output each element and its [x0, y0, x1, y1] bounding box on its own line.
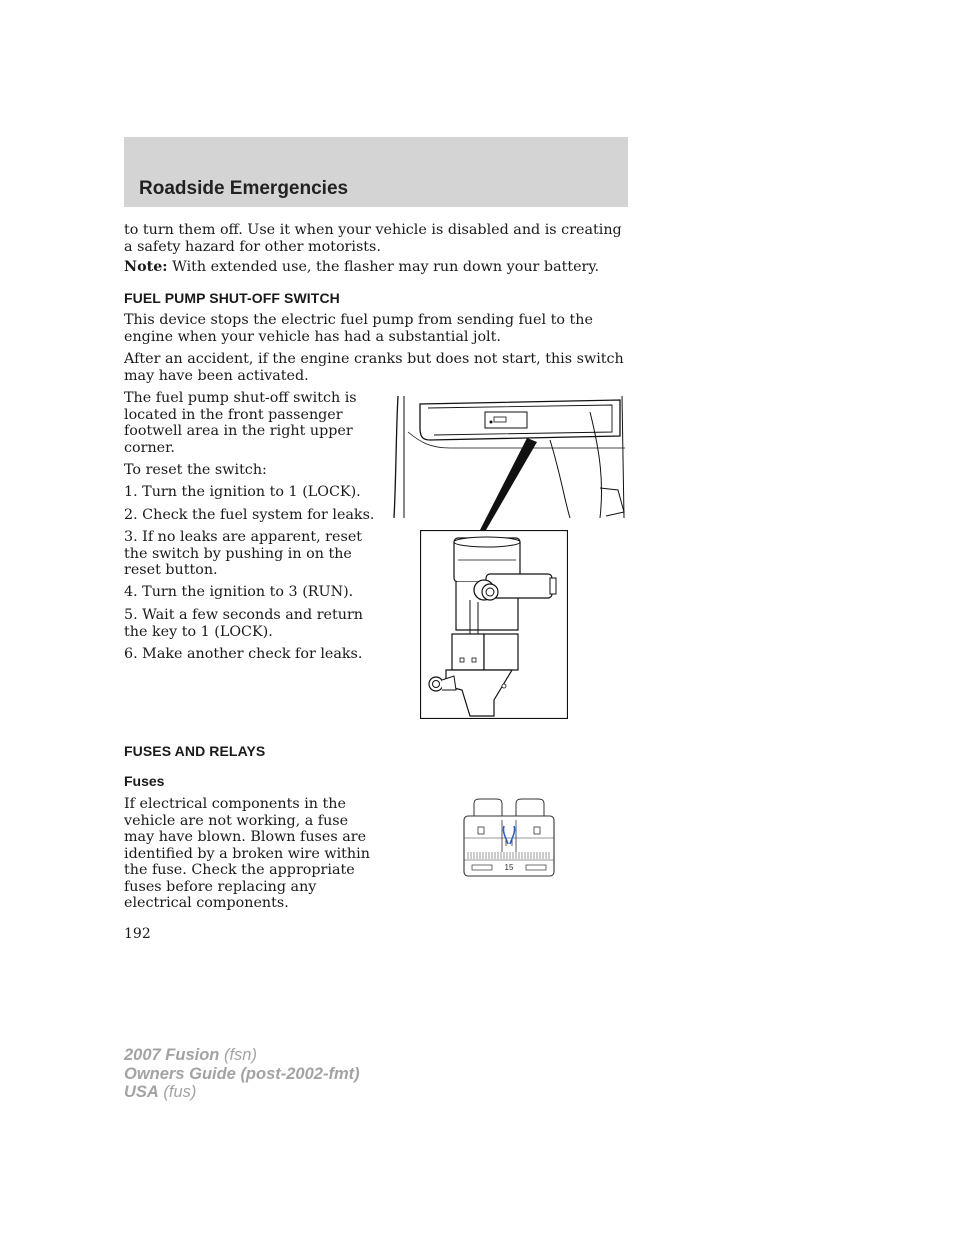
reset-step-5: 5. Wait a few seconds and return the key to 1 (LOCK).	[124, 607, 363, 640]
fuse-rating-label: 15	[504, 863, 514, 872]
footer-line-1: 2007 Fusion (fsn)	[124, 1046, 257, 1064]
footwell-illustration	[390, 392, 630, 532]
reset-step-2: 2. Check the fuel system for leaks.	[124, 507, 375, 523]
reset-step-3: 3. If no leaks are apparent, reset the switch by pushing in on the reset button.	[124, 529, 363, 578]
page-number: 192	[124, 926, 151, 942]
fuel-pump-heading: FUEL PUMP SHUT-OFF SWITCH	[124, 290, 340, 306]
reset-step-6: 6. Make another check for leaks.	[124, 646, 363, 662]
shutoff-switch-illustration	[420, 530, 568, 719]
reset-step-4: 4. Turn the ignition to 3 (RUN).	[124, 584, 354, 600]
fuses-subheading: Fuses	[124, 773, 165, 789]
reset-intro: To reset the switch:	[124, 462, 267, 478]
note-text: With extended use, the flasher may run down your battery.	[167, 259, 600, 275]
fuel-pump-location: The fuel pump shut-off switch is located in the front passenger footwell area in the right upper corner.	[124, 390, 357, 456]
fuel-pump-para2: After an accident, if the engine cranks but does not start, this switch may have been activated.	[124, 351, 624, 384]
blade-fuse-illustration	[462, 796, 558, 880]
fuses-paragraph: If electrical components in the vehicle are not working, a fuse may have blown. Blown fuses are identified by a broken wire within the fuse. Check the appropriate fuses before replacing any electrical components.	[124, 796, 370, 911]
reset-step-1: 1. Turn the ignition to 1 (LOCK).	[124, 484, 361, 500]
fuel-pump-para1: This device stops the electric fuel pump from sending fuel to the engine when your vehicle has had a substantial jolt.	[124, 312, 593, 345]
note-label: Note:	[124, 259, 168, 275]
footer-line-2: Owners Guide (post-2002-fmt)	[124, 1064, 360, 1083]
document-footer	[124, 1046, 360, 1102]
intro-note	[124, 259, 624, 276]
section-title: Roadside Emergencies	[139, 178, 349, 199]
fuses-relays-heading: FUSES AND RELAYS	[124, 743, 266, 759]
section-header-band	[124, 137, 628, 207]
footer-line-3: USA (fus)	[124, 1083, 197, 1101]
intro-continuation: to turn them off. Use it when your vehicle is disabled and is creating a safety hazard for other motorists.	[124, 222, 622, 255]
